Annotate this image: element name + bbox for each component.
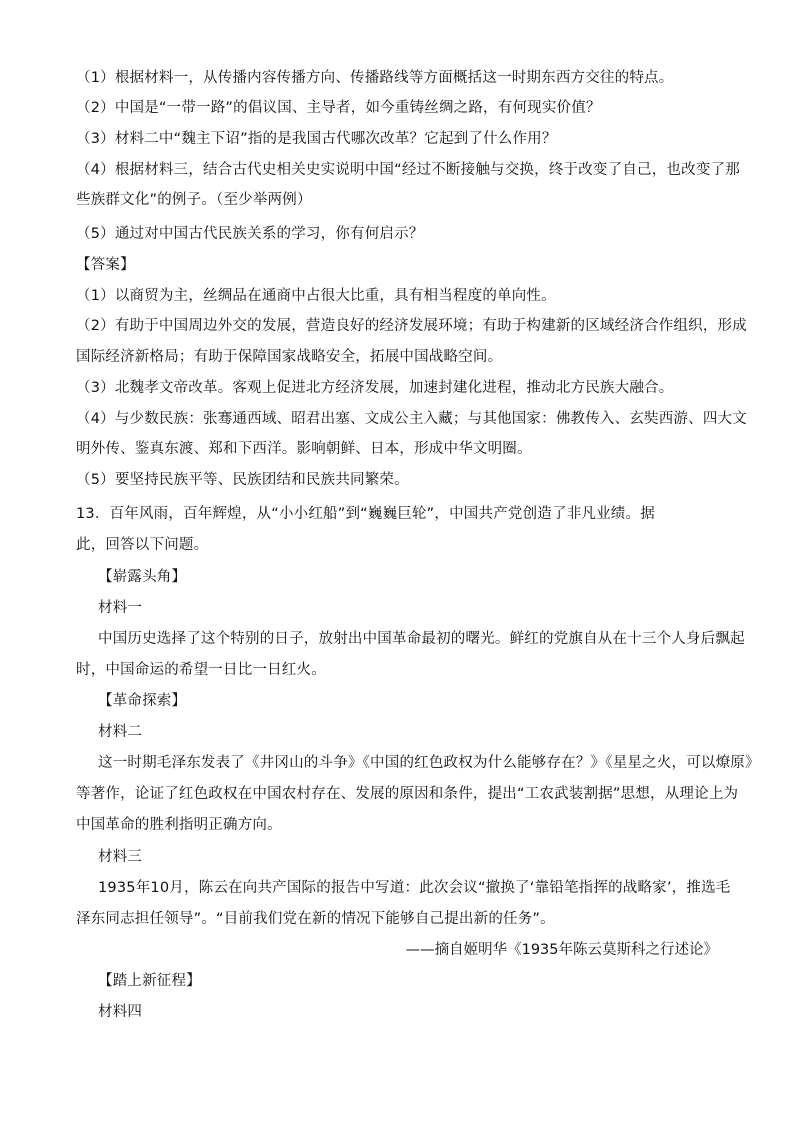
material-1-line-1: 中国历史选择了这个特别的日子，放射出中国革命最初的曙光。鲜红的党旗自从在十三个人身后飘起 — [98, 631, 745, 647]
answer-4-line-1: （4）与少数民族：张骞通西域、昭君出塞、文成公主入藏；与其他国家：佛教传入、玄奘西游、四大文 — [76, 411, 747, 427]
answer-2-line-1: （2）有助于中国周边外交的发展，营造良好的经济发展环境；有助于构建新的区域经济合作组织，形成 — [76, 318, 747, 334]
material-3-line-1: 1935年10月，陈云在向共产国际的报告中写道：此次会议“撤换了‘靠铅笔指挥的战略家’，推选毛 — [98, 880, 731, 896]
material-3-label: 材料三 — [98, 849, 143, 865]
material-1-label: 材料一 — [98, 600, 143, 616]
material-2-line-1: 这一时期毛泽东发表了《井冈山的斗争》《中国的红色政权为什么能够存在？》《星星之火，可以燎原》 — [98, 755, 760, 771]
question-4-line-1: （4）根据材料三，结合古代史相关史实说明中国“经过不断接触与交换，终于改变了自己，也改变了那 — [76, 162, 740, 178]
answer-1: （1）以商贸为主，丝绸品在通商中占很大比重，具有相当程度的单向性。 — [76, 288, 556, 304]
material-1-line-2: 时，中国命运的希望一日比一日红火。 — [76, 662, 326, 678]
material-3-source: ——摘自姬明华《1935年陈云莫斯科之行述论》 — [405, 942, 718, 958]
question-3: （3）材料二中“魏主下诏”指的是我国古代哪次改革？它起到了什么作用？ — [76, 131, 557, 147]
question-4-line-2: 些族群文化”的例子。（至少举两例） — [76, 192, 312, 208]
answer-4-line-2: 明外传、鉴真东渡、郑和下西洋。影响朝鲜、日本，形成中华文明圈。 — [76, 441, 532, 457]
material-4-label: 材料四 — [98, 1004, 143, 1020]
answer-3: （3）北魏孝文帝改革。客观上促进北方经济发展，加速封建化进程，推动北方民族大融合。 — [76, 380, 674, 396]
section-heading-2: 【革命探索】 — [98, 693, 187, 709]
question-1: （1）根据材料一，从传播内容传播方向、传播路线等方面概括这一时期东西方交往的特点。 — [76, 70, 674, 86]
material-2-line-3: 中国革命的胜利指明正确方向。 — [76, 817, 282, 833]
section-heading-1: 【崭露头角】 — [98, 569, 187, 585]
question-13-intro-line-2: 此，回答以下问题。 — [76, 537, 209, 553]
answer-heading: 【答案】 — [76, 257, 135, 273]
answer-5: （5）要坚持民族平等、民族团结和民族共同繁荣。 — [76, 472, 409, 488]
answer-2-line-2: 国际经济新格局；有助于保障国家战略安全，拓展中国战略空间。 — [76, 349, 503, 365]
question-5: （5）通过对中国古代民族关系的学习，你有何启示？ — [76, 226, 424, 242]
material-2-line-2: 等著作，论证了红色政权在中国农村存在、发展的原因和条件，提出“工农武装割据”思想，从理论上为 — [76, 786, 739, 802]
question-13-intro-line-1: 13．百年风雨，百年辉煌，从“小小红船”到“巍巍巨轮”，中国共产党创造了非凡业绩。据 — [76, 506, 655, 522]
material-3-line-2: 泽东同志担任领导”。“目前我们党在新的情况下能够自己提出新的任务”。 — [76, 911, 555, 927]
section-heading-3: 【踏上新征程】 — [98, 973, 201, 989]
question-2: （2）中国是“一带一路”的倡议国、主导者，如今重铸丝绸之路，有何现实价值？ — [76, 100, 601, 116]
material-2-label: 材料二 — [98, 724, 143, 740]
